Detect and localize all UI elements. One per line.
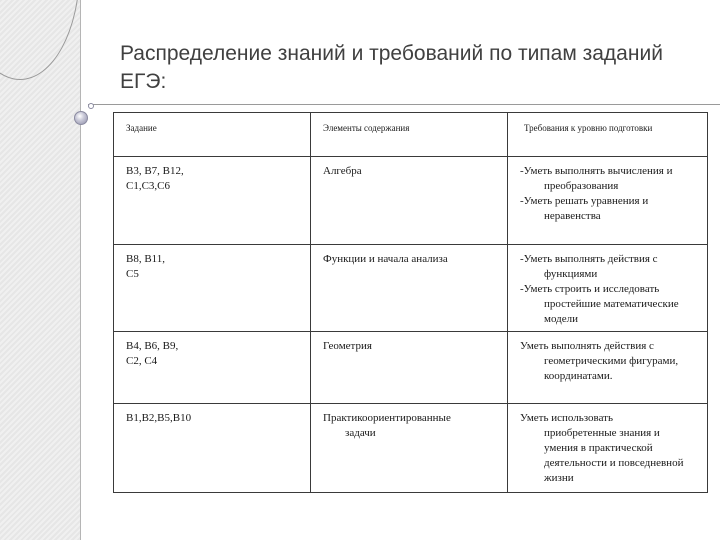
table-row [114,245,708,332]
cell-content: Алгебра [311,157,508,245]
cell-requirements: Уметь выполнять действия с геометрическими фигурами, координатами. [508,332,708,404]
header-task: Задание [114,113,311,157]
table-row [114,404,708,493]
cell-requirements: Уметь использовать приобретенные знания и умения в практической деятельности и повседневной жизни [508,404,708,493]
decorative-side-band [0,0,80,540]
cell-task: В1,В2,В5,В10 [114,404,311,493]
slide-title: Распределение знаний и требований по типам заданий ЕГЭ: [120,42,663,93]
cell-task: В3, В7, В12, С1,С3,С6 [114,157,311,245]
cell-requirements: -Уметь выполнять действия с функциями -Уметь строить и исследовать простейшие математические модели [508,245,708,332]
table-header-row [114,113,708,157]
header-content: Элементы содержания [311,113,508,157]
cell-task: В4, В6, В9, С2, С4 [114,332,311,404]
cell-task: В8, В11, С5 [114,245,311,332]
cell-content: Геометрия [311,332,508,404]
title-rule [88,104,720,105]
decorative-circle-icon [74,111,88,125]
band-divider [80,0,81,540]
requirements-table [113,112,708,493]
table-row [114,157,708,245]
cell-content: Функции и начала анализа [311,245,508,332]
header-requirements: Требования к уровню подготовки [508,113,708,157]
table-row [114,332,708,404]
cell-requirements: -Уметь выполнять вычисления и преобразования -Уметь решать уравнения и неравенства [508,157,708,245]
decorative-dot-icon [88,103,94,109]
cell-content: Практикоориентированные задачи [311,404,508,493]
